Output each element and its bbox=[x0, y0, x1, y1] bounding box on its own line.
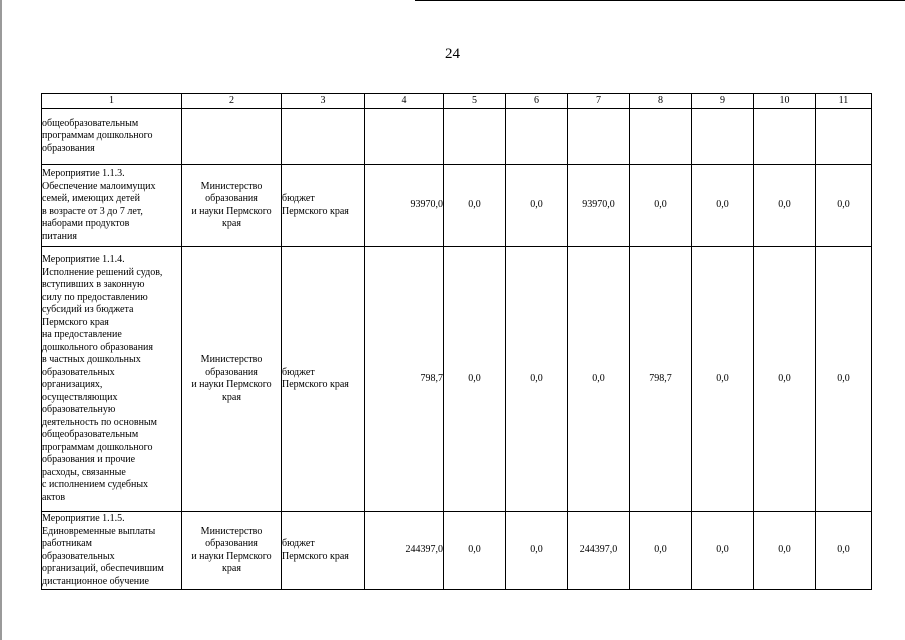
cell-line: дошкольного образования bbox=[42, 341, 154, 353]
cell-line: осуществляющих bbox=[42, 391, 118, 403]
cell-line: дистанционное обучение bbox=[42, 575, 149, 587]
header-cell: 10 bbox=[754, 94, 816, 109]
cell-line: Пермского края bbox=[42, 316, 109, 328]
value-cell: 0,0 bbox=[816, 165, 872, 247]
value-cell: 0,0 bbox=[506, 165, 568, 247]
value-cell: 0,0 bbox=[754, 512, 816, 590]
cell-line: на предоставление bbox=[42, 329, 122, 340]
cell-line: Обеспечение малоимущих bbox=[42, 180, 156, 192]
cell-line: актов bbox=[42, 491, 66, 503]
cell-line: Пермского края bbox=[282, 550, 349, 562]
cell-line: субсидий из бюджета bbox=[42, 304, 134, 315]
value-cell: 93970,0 bbox=[365, 165, 444, 247]
header-cell: 1 bbox=[42, 94, 182, 109]
cell-line: образовательную bbox=[42, 404, 116, 415]
value-cell: 0,0 bbox=[754, 247, 816, 512]
activity-name-cell bbox=[42, 247, 182, 512]
header-cell: 9 bbox=[692, 94, 754, 109]
funding-source-cell bbox=[282, 165, 365, 247]
cell-line: программам дошкольного bbox=[42, 130, 153, 142]
cell-line: общеобразовательным bbox=[42, 429, 139, 440]
value-cell: 0,0 bbox=[692, 247, 754, 512]
executor-cell bbox=[182, 512, 282, 590]
cell-line: силу по предоставлению bbox=[42, 291, 148, 303]
header-cell: 4 bbox=[365, 94, 444, 109]
cell-line: деятельность по основным bbox=[42, 416, 157, 428]
cell-line: работникам bbox=[42, 538, 92, 549]
executor-cell bbox=[182, 247, 282, 512]
executor-cell bbox=[182, 109, 282, 165]
cell-line: образования bbox=[205, 193, 258, 204]
value-cell: 0,0 bbox=[816, 512, 872, 590]
value-cell: 0,0 bbox=[692, 512, 754, 590]
cell-line: в частных дошкольных bbox=[42, 354, 141, 365]
cell-line: образования и прочие bbox=[42, 454, 136, 465]
value-cell: 0,0 bbox=[754, 165, 816, 247]
value-cell bbox=[816, 109, 872, 165]
table-row bbox=[42, 512, 872, 590]
activity-name-cell bbox=[42, 109, 182, 165]
cell-line: края bbox=[222, 218, 241, 229]
cell-line: края bbox=[222, 563, 241, 574]
header-cell: 6 bbox=[506, 94, 568, 109]
value-cell bbox=[568, 109, 630, 165]
value-cell: 0,0 bbox=[692, 165, 754, 247]
cell-line: Министерство bbox=[200, 525, 263, 537]
funding-source-cell bbox=[282, 109, 365, 165]
header-cell: 5 bbox=[444, 94, 506, 109]
value-cell: 244397,0 bbox=[365, 512, 444, 590]
executor-cell bbox=[182, 165, 282, 247]
budget-table bbox=[41, 93, 872, 590]
value-cell bbox=[754, 109, 816, 165]
cell-line: образования bbox=[205, 366, 258, 378]
value-cell: 0,0 bbox=[630, 165, 692, 247]
cell-line: образовательных bbox=[42, 366, 115, 378]
value-cell: 798,7 bbox=[365, 247, 444, 512]
cell-line: образования bbox=[42, 142, 95, 154]
cell-line: расходы, связанные bbox=[42, 466, 126, 478]
funding-source-cell bbox=[282, 512, 365, 590]
value-cell bbox=[506, 109, 568, 165]
table-row bbox=[42, 247, 872, 512]
cell-line: Министерство bbox=[200, 180, 263, 192]
table-row bbox=[42, 109, 872, 165]
scan-left-edge bbox=[0, 0, 2, 640]
cell-line: программам дошкольного bbox=[42, 441, 153, 453]
cell-line: Мероприятие 1.1.5. bbox=[42, 513, 125, 524]
cell-line: Мероприятие 1.1.3. bbox=[42, 168, 125, 179]
value-cell: 0,0 bbox=[444, 247, 506, 512]
cell-line: Мероприятие 1.1.4. bbox=[42, 254, 125, 265]
cell-line: Исполнение решений судов, bbox=[42, 266, 163, 278]
funding-source-cell bbox=[282, 247, 365, 512]
value-cell: 798,7 bbox=[630, 247, 692, 512]
cell-line: общеобразовательным bbox=[42, 117, 139, 129]
value-cell: 0,0 bbox=[816, 247, 872, 512]
cell-line: Министерство bbox=[200, 354, 263, 365]
value-cell: 0,0 bbox=[444, 512, 506, 590]
cell-line: образования bbox=[205, 538, 258, 549]
value-cell bbox=[444, 109, 506, 165]
header-cell: 2 bbox=[182, 94, 282, 109]
cell-line: бюджет bbox=[282, 193, 315, 204]
cell-line: в возрасте от 3 до 7 лет, bbox=[42, 205, 143, 217]
cell-line: организациях, bbox=[42, 379, 103, 390]
cell-line: наборами продуктов bbox=[42, 218, 130, 229]
cell-line: Единовременные выплаты bbox=[42, 525, 156, 537]
value-cell: 0,0 bbox=[506, 247, 568, 512]
page-number: 24 bbox=[445, 46, 460, 62]
cell-line: бюджет bbox=[282, 538, 315, 549]
value-cell: 0,0 bbox=[444, 165, 506, 247]
cell-line: питания bbox=[42, 230, 77, 242]
cell-line: края bbox=[222, 391, 241, 403]
cell-line: организаций, обеспечившим bbox=[42, 563, 164, 574]
value-cell bbox=[692, 109, 754, 165]
cell-line: бюджет bbox=[282, 366, 315, 378]
cell-line: образовательных bbox=[42, 550, 115, 562]
header-cell: 7 bbox=[568, 94, 630, 109]
header-cell: 3 bbox=[282, 94, 365, 109]
cell-line: вступивших в законную bbox=[42, 279, 145, 290]
header-cell: 8 bbox=[630, 94, 692, 109]
cell-line: семей, имеющих детей bbox=[42, 193, 140, 204]
activity-name-cell bbox=[42, 165, 182, 247]
value-cell: 244397,0 bbox=[568, 512, 630, 590]
table-row bbox=[42, 165, 872, 247]
cell-line: и науки Пермского bbox=[191, 379, 272, 390]
header-cell: 11 bbox=[816, 94, 872, 109]
value-cell: 0,0 bbox=[568, 247, 630, 512]
cell-line: Пермского края bbox=[282, 379, 349, 390]
top-rule bbox=[415, 0, 905, 1]
activity-name-cell bbox=[42, 512, 182, 590]
cell-line: с исполнением судебных bbox=[42, 479, 149, 490]
table-header-row bbox=[42, 94, 872, 109]
value-cell bbox=[630, 109, 692, 165]
cell-line: и науки Пермского bbox=[191, 205, 272, 217]
value-cell: 93970,0 bbox=[568, 165, 630, 247]
value-cell bbox=[365, 109, 444, 165]
cell-line: Пермского края bbox=[282, 205, 349, 217]
value-cell: 0,0 bbox=[630, 512, 692, 590]
cell-line: и науки Пермского bbox=[191, 550, 272, 562]
value-cell: 0,0 bbox=[506, 512, 568, 590]
